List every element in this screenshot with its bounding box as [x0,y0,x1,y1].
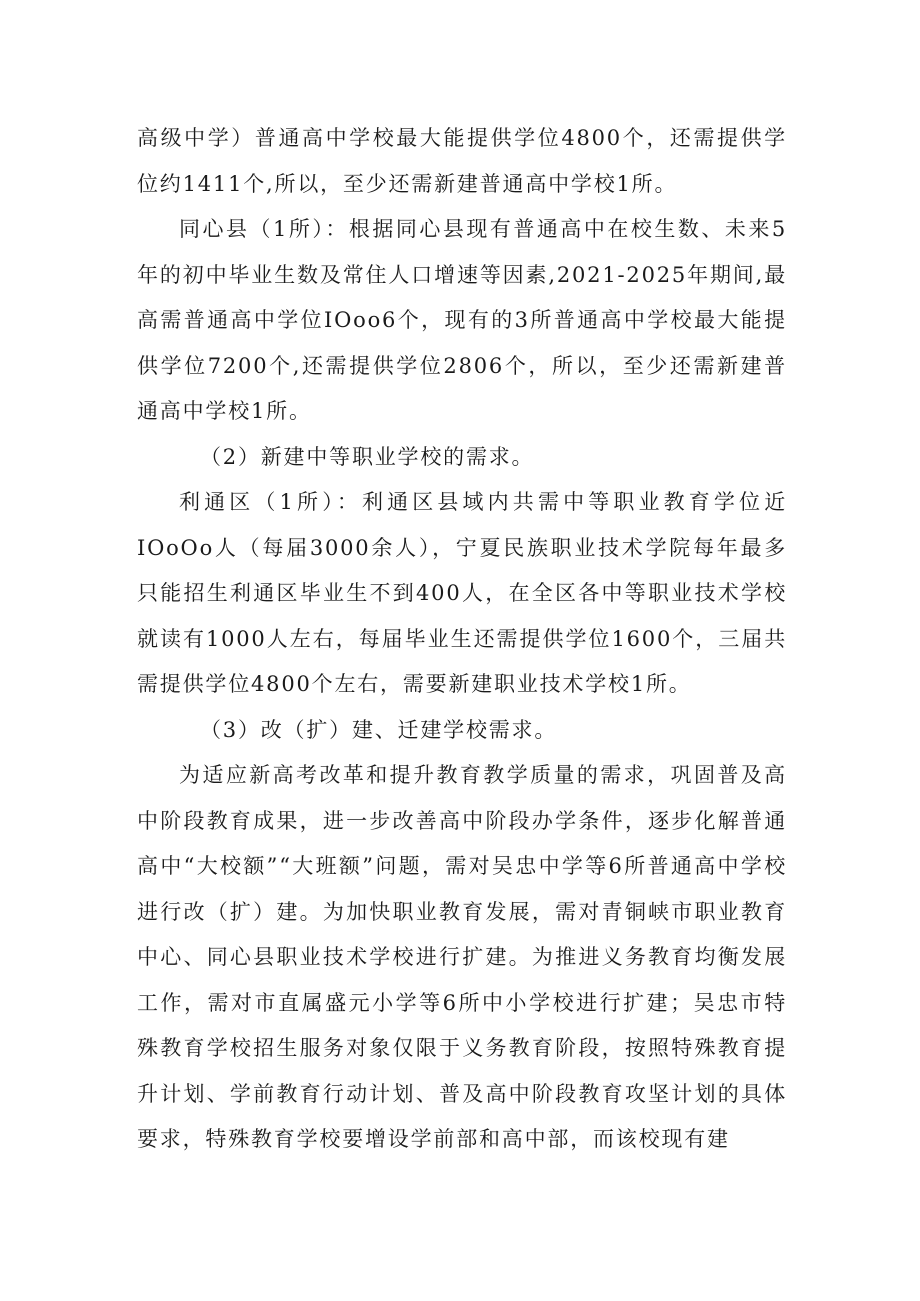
section-heading-vocational-schools: （2）新建中等职业学校的需求。 [200,444,535,469]
paragraph-renovation-needs: 为适应新高考改革和提升教育教学质量的需求，巩固普及高中阶段教育成果，进一步改善高中阶段办学条件，逐步化解普通高中“大校额”“大班额”问题，需对吴忠中学等6所普通高中学校进行改（扩）建。为加快职业教育发展，需对青铜峡市职业教育中心、同心县职业技术学校进行扩建。为推进义务教育均衡发展工作，需对市直属盛元小学等6所中小学校进行扩建；吴忠市特殊教育学校招生服务对象仅限于义务教育阶段，按照特殊教育提升计划、学前教育行动计划、普及高中阶段教育攻坚计划的具体要求，特殊教育学校要增设学前部和高中部，而该校现有建 [137,763,787,1151]
document-body [137,116,787,1163]
section-heading-renovation: （3）改（扩）建、迁建学校需求。 [200,717,558,742]
paragraph-continuation: 高级中学）普通高中学校最大能提供学位4800个，还需提供学位约1411个,所以，至少还需新建普通高中学校1所。 [137,126,787,196]
paragraph-tongxin-county: 同心县（1所）：根据同心县现有普通高中在校生数、未来5年的初中毕业生数及常住人口增速等因素,2021-2025年期间,最高需普通高中学位IOoo6个，现有的3所普通高中学校最大能提供学位7200个,还需提供学位2806个，所以，至少还需新建普通高中学校1所。 [137,217,787,423]
paragraph-litong-district: 利通区（1所）：利通区县域内共需中等职业教育学位近IOoOo人（每届3000余人），宁夏民族职业技术学院每年最多只能招生利通区毕业生不到400人，在全区各中等职业技术学校就读有1000人左右，每届毕业生还需提供学位1600个，三届共需提供学位4800个左右，需要新建职业技术学校1所。 [137,490,787,696]
